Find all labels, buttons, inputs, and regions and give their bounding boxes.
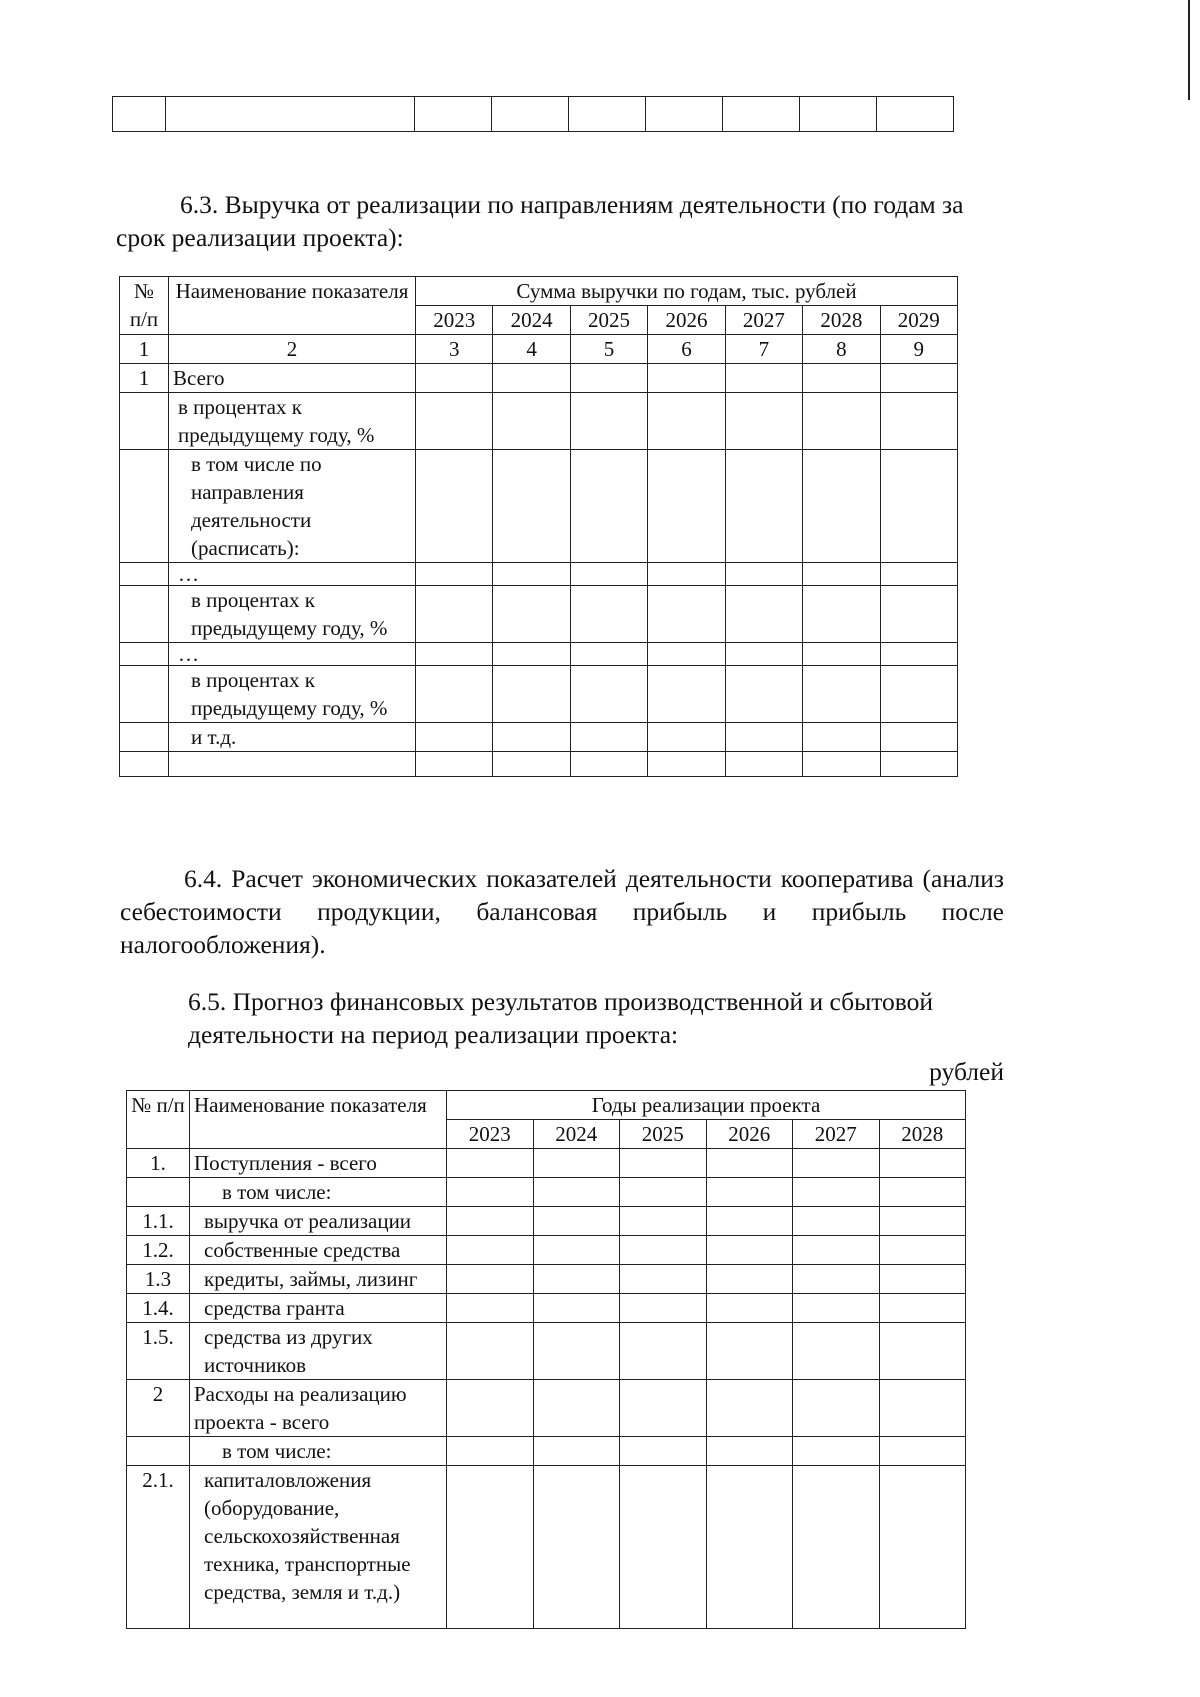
table-cell — [113, 97, 166, 132]
section-6-4-paragraph: 6.4. Расчет экономических показателей деятельности кооператива (анализ себестоимости продукции, балансовая прибыль и прибыль после налогообложения). — [120, 864, 1004, 959]
table-cell — [723, 97, 800, 132]
row-num — [120, 450, 169, 563]
row-name: … — [169, 563, 416, 586]
row-num: 1.2. — [127, 1236, 190, 1265]
row-name: Всего — [169, 364, 416, 393]
section-6-5-heading: 6.5. Прогноз финансовых результатов производственной и сбытовой деятельности на период реализации проекта: — [188, 987, 934, 1049]
header-years-group: Годы реализации проекта — [447, 1091, 966, 1120]
unit-label: рублей — [929, 1057, 1004, 1086]
row-num — [127, 1437, 190, 1466]
header-num: № п/п — [127, 1091, 190, 1149]
table-cell — [877, 97, 954, 132]
row-num: 1. — [127, 1149, 190, 1178]
index-cell: 2 — [169, 335, 416, 364]
row-name: кредиты, займы, лизинг — [190, 1265, 447, 1294]
table-row — [127, 1294, 966, 1323]
row-name: Расходы на реализацию проекта - всего — [190, 1380, 447, 1437]
index-cell: 4 — [493, 335, 570, 364]
header-year: 2023 — [447, 1120, 534, 1149]
header-year: 2027 — [725, 306, 802, 335]
row-name: капиталовложения (оборудование, сельскохозяйственная техника, транспортные средства, земля и т.д.) — [190, 1466, 447, 1629]
table-cell — [646, 97, 723, 132]
header-name: Наименование показателя — [190, 1091, 447, 1149]
table-row — [127, 1466, 966, 1629]
row-num — [120, 643, 169, 666]
table-row — [127, 1149, 966, 1178]
index-cell: 6 — [648, 335, 725, 364]
revenue-table — [119, 276, 958, 777]
index-cell: 8 — [803, 335, 880, 364]
row-num — [120, 563, 169, 586]
table-row — [120, 643, 958, 666]
row-num — [120, 393, 169, 450]
table-cell — [492, 97, 569, 132]
row-name — [169, 752, 416, 777]
table-row — [127, 1323, 966, 1380]
row-name: выручка от реализации — [190, 1207, 447, 1236]
row-name: собственные средства — [190, 1236, 447, 1265]
row-num — [120, 586, 169, 643]
row-num — [120, 666, 169, 723]
row-name: … — [169, 643, 416, 666]
table-cell — [166, 97, 415, 132]
table-row — [127, 1265, 966, 1294]
table-row — [120, 752, 958, 777]
header-year: 2024 — [493, 306, 570, 335]
header-year: 2023 — [416, 306, 493, 335]
scan-edge-mark — [1188, 0, 1190, 100]
index-cell: 9 — [880, 335, 957, 364]
row-num: 1.3 — [127, 1265, 190, 1294]
table-row — [120, 563, 958, 586]
index-cell: 3 — [416, 335, 493, 364]
table-row — [127, 1380, 966, 1437]
index-cell: 5 — [570, 335, 647, 364]
row-name: средства из других источников — [190, 1323, 447, 1380]
table-row — [120, 450, 958, 563]
header-year: 2029 — [880, 306, 957, 335]
table-row — [127, 1207, 966, 1236]
financial-forecast-table — [126, 1090, 966, 1629]
row-name: в процентах к предыдущему году, % — [169, 393, 416, 450]
table-row — [120, 666, 958, 723]
row-name: в том числе: — [190, 1437, 447, 1466]
row-num: 2 — [127, 1380, 190, 1437]
header-revenue-group: Сумма выручки по годам, тыс. рублей — [416, 277, 958, 306]
previous-table-fragment — [112, 96, 954, 132]
row-num: 1.1. — [127, 1207, 190, 1236]
table-cell — [569, 97, 646, 132]
table-cell — [800, 97, 877, 132]
header-year: 2028 — [803, 306, 880, 335]
row-num — [127, 1178, 190, 1207]
row-name: средства гранта — [190, 1294, 447, 1323]
table-row — [120, 723, 958, 752]
table-row — [127, 1236, 966, 1265]
header-year: 2026 — [648, 306, 725, 335]
index-cell: 7 — [725, 335, 802, 364]
table-row — [127, 1437, 966, 1466]
row-name: в том числе: — [190, 1178, 447, 1207]
section-6-3-heading: 6.3. Выручка от реализации по направлениям деятельности (по годам за срок реализации проекта): — [116, 190, 964, 252]
row-name: в процентах к предыдущему году, % — [169, 586, 416, 643]
row-num: 1 — [120, 364, 169, 393]
index-cell: 1 — [120, 335, 169, 364]
header-year: 2028 — [879, 1120, 966, 1149]
row-name: Поступления - всего — [190, 1149, 447, 1178]
row-num — [120, 752, 169, 777]
table-row — [120, 364, 958, 393]
header-year: 2025 — [570, 306, 647, 335]
row-name: и т.д. — [169, 723, 416, 752]
row-name: в процентах к предыдущему году, % — [169, 666, 416, 723]
header-year: 2027 — [793, 1120, 880, 1149]
row-name: в том числе по направления деятельности (расписать): — [169, 450, 416, 563]
row-num: 1.4. — [127, 1294, 190, 1323]
row-num: 2.1. — [127, 1466, 190, 1629]
row-num — [120, 723, 169, 752]
header-year: 2024 — [533, 1120, 620, 1149]
row-num: 1.5. — [127, 1323, 190, 1380]
header-year: 2026 — [706, 1120, 793, 1149]
table-cell — [415, 97, 492, 132]
header-num: № п/п — [120, 277, 169, 335]
table-row — [127, 1178, 966, 1207]
header-year: 2025 — [620, 1120, 707, 1149]
header-name: Наименование показателя — [169, 277, 416, 335]
table-row — [120, 586, 958, 643]
table-row — [120, 393, 958, 450]
